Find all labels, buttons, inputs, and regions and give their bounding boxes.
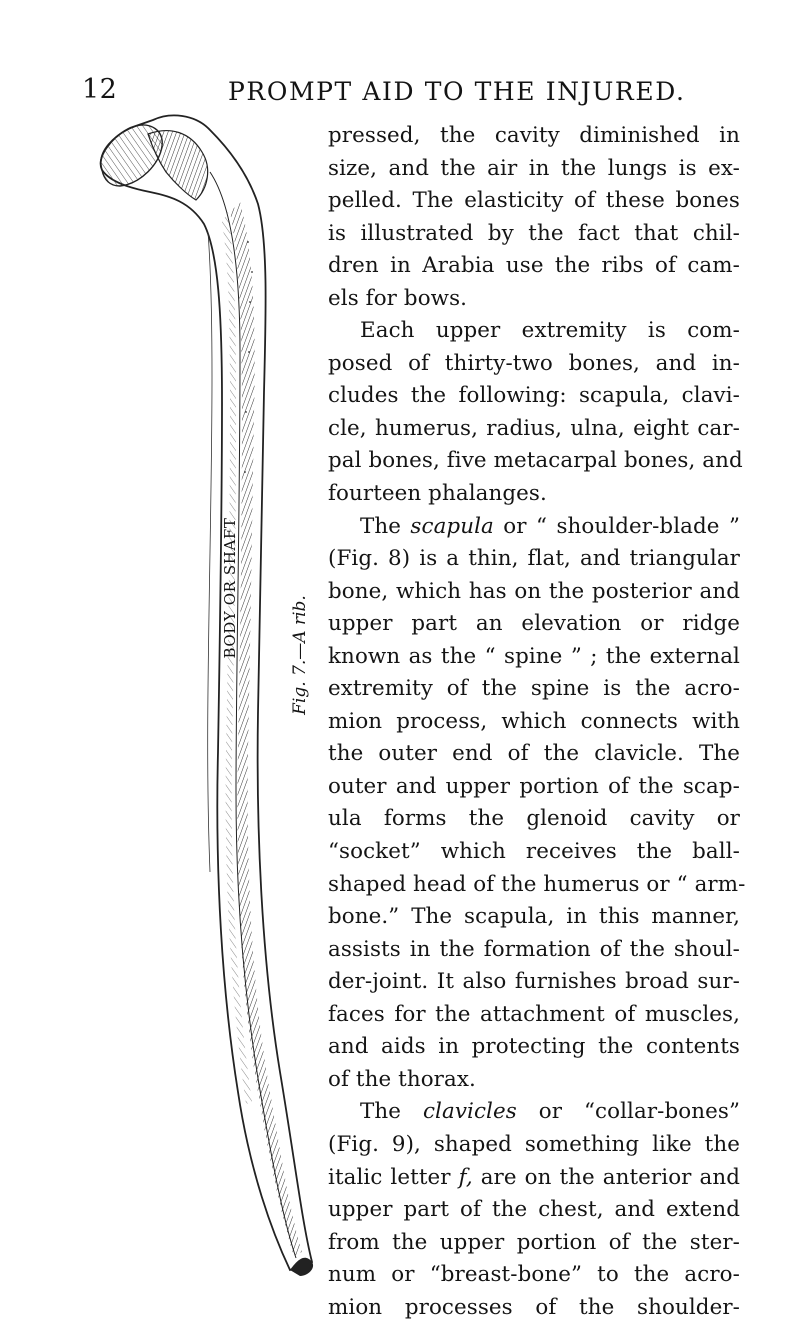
text-fragment: The [360, 1099, 423, 1125]
text-line: der-joint. It also furnishes broad sur- [328, 969, 740, 995]
figure-caption: Fig. 7.—A rib. [290, 595, 310, 715]
body-text [328, 120, 746, 1324]
text-line: pal bones, five metacarpal bones, and [328, 448, 743, 474]
text-line: cle, humerus, radius, ulna, eight car- [328, 415, 740, 441]
text-line: bone, which has on the posterior and [328, 578, 740, 604]
text-fragment: The [360, 513, 411, 539]
term-clavicles: clavicles [422, 1099, 517, 1125]
text-line: of the thorax. [328, 1066, 476, 1092]
term-letter-f: f, [458, 1164, 473, 1190]
text-line: fourteen phalanges. [328, 481, 547, 507]
text-line: size, and the air in the lungs is ex- [328, 155, 740, 181]
text-line: from the upper portion of the ster- [328, 1229, 740, 1255]
text-line: cludes the following: scapula, clavi- [328, 383, 740, 409]
text-line: outer and upper portion of the scap- [328, 773, 740, 799]
text-line: mion process, which connects with [328, 708, 740, 734]
text-line: upper part an elevation or ridge [328, 611, 740, 637]
text-fragment: or “collar-bones” [516, 1099, 740, 1125]
text-line-clavicles [328, 1096, 740, 1129]
text-line: posed of thirty-two bones, and in- [328, 350, 740, 376]
text-line: (Fig. 8) is a thin, flat, and triangular [328, 546, 740, 572]
text-line: Each upper extremity is com- [360, 318, 740, 344]
text-line: is illustrated by the fact that chil- [328, 220, 740, 246]
text-line: (Fig. 9), shaped something like the [328, 1131, 740, 1157]
text-line: “socket” which receives the ball- [328, 839, 740, 865]
text-line: num or “breast-bone” to the acro- [328, 1262, 740, 1288]
text-line: upper part of the chest, and extend [328, 1197, 740, 1223]
text-line: bone.” The scapula, in this manner, [328, 904, 740, 930]
text-line-scapula [328, 511, 740, 544]
term-scapula: scapula [410, 513, 494, 539]
text-line: known as the “ spine ” ; the external [328, 643, 740, 669]
text-fragment: or “ shoulder-blade ” [493, 513, 740, 539]
text-line: pelled. The elasticity of these bones [328, 188, 740, 214]
text-line: the outer end of the clavicle. The [328, 741, 740, 767]
text-line: pressed, the cavity diminished in [328, 123, 740, 148]
text-line: assists in the formation of the shoul- [328, 936, 740, 962]
text-line-italic-f [328, 1162, 740, 1195]
page-number: 12 [82, 74, 118, 105]
running-head: PROMPT AID TO THE INJURED. [228, 77, 686, 106]
figure-side-label: BODY OR SHAFT [221, 517, 239, 659]
text-fragment: are on the anterior and [472, 1164, 740, 1190]
text-line: els for bows. [328, 285, 468, 311]
text-line: dren in Arabia use the ribs of cam- [328, 253, 740, 279]
text-line: ula forms the glenoid cavity or [328, 806, 740, 832]
text-line: faces for the attachment of muscles, [328, 1001, 740, 1027]
text-line: shaped head of the humerus or “ arm- [328, 871, 746, 897]
text-fragment: italic letter [328, 1164, 459, 1190]
text-line: mion processes of the shoulder- [328, 1294, 740, 1320]
text-line: and aids in protecting the contents [328, 1034, 740, 1060]
text-line: extremity of the spine is the acro- [328, 676, 740, 702]
